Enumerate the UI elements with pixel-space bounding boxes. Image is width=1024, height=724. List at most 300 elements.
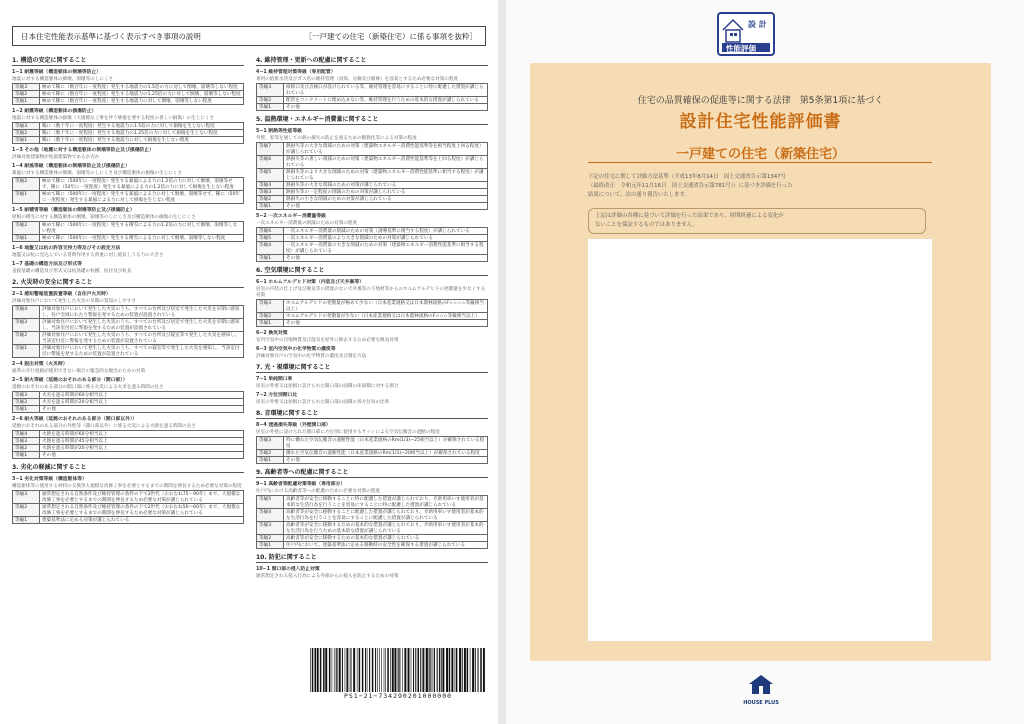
- logo-caption-bottom: 性能評価: [726, 44, 756, 53]
- barcode-bar: [353, 648, 355, 692]
- grade-row: [257, 143, 488, 156]
- barcode-bar: [404, 648, 406, 692]
- barcode-bar: [467, 648, 469, 692]
- barcode-bar: [472, 648, 474, 692]
- grade-table: [256, 83, 488, 111]
- barcode-bar: [411, 648, 412, 692]
- grade-table: [12, 221, 244, 242]
- grade-row: [13, 191, 244, 204]
- item-label: 6−2 換気対策: [256, 331, 288, 336]
- item-label: 1−1 耐震等級（構造躯体の倒壊等防止）: [12, 70, 102, 75]
- item-label: 7−1 単純開口率: [256, 377, 293, 382]
- grade-description: 一次エネルギー消費量の削減のための対策（誘導基準に相当する程度）が講じられている: [284, 228, 488, 235]
- grade-row: [13, 235, 244, 242]
- grade-description: 火熱を遮る時間が45分相当以上: [40, 438, 244, 445]
- body-line: （最終改正 令和元年11月16日 国土交通省告示第781号））に基づき評価を行った: [588, 183, 793, 189]
- grade-row: [13, 445, 244, 452]
- grade-level: 等級3: [257, 189, 284, 196]
- grade-row: [13, 517, 244, 524]
- grade-row: [13, 137, 244, 144]
- grade-row: [257, 450, 488, 457]
- section-heading: 7. 光・視環境に関すること: [256, 362, 488, 373]
- grade-level: 等級1: [13, 517, 40, 524]
- item-label: 4−1 維持管理対策等級（専用配管）: [256, 70, 336, 75]
- grade-level: 等級3: [13, 123, 40, 130]
- certificate-body: [588, 173, 932, 200]
- body-line: 下記の住宅に関して評価方法基準（平成13年8月14日 国土交通省告示第1347号: [588, 174, 786, 180]
- grade-level: 等級3: [13, 438, 40, 445]
- grade-description: 配管をコンクリートに埋め込まない等、維持管理を行うための基本的な措置が講じられている: [284, 97, 488, 104]
- grade-description: 熱損失等のより大きな削減のための対策（建築物エネルギー消費性能基準に相当する程度）が講じられている: [284, 169, 488, 182]
- grade-row: [13, 178, 244, 191]
- section-heading: 9. 高齢者等への配慮に関すること: [256, 467, 488, 478]
- barcode-bar: [339, 648, 341, 692]
- grade-level: 等級1: [257, 255, 284, 262]
- grade-description: 評価対象住戸において発生した火災のうち、すべての寝室等で発生した火災を感知し、当該室付近に警報を発するための装置が設置されている: [40, 345, 244, 358]
- item-description: 一次エネルギー消費量の削減のための対策の程度: [256, 221, 358, 226]
- grade-level: 等級2: [13, 130, 40, 137]
- grade-description: その他: [284, 104, 488, 111]
- barcode-bar: [470, 648, 471, 692]
- grade-level: 等級2: [13, 445, 40, 452]
- header-title: 日本住宅性能表示基準に基づく表示すべき事項の説明: [21, 32, 201, 41]
- grade-row: [257, 522, 488, 535]
- barcode-bar: [332, 648, 333, 692]
- grade-row: [13, 332, 244, 345]
- section-heading: 1. 構造の安定に関すること: [12, 55, 244, 66]
- grade-row: [257, 84, 488, 97]
- barcode-bar: [415, 648, 416, 692]
- item-label: 2−5 耐火等級（延焼のおそれのある部分（開口部））: [12, 378, 128, 383]
- barcode-bar: [449, 648, 451, 692]
- grade-level: 等級3: [13, 491, 40, 504]
- grade-level: 等級2: [257, 450, 284, 457]
- grade-row: [13, 431, 244, 438]
- grade-row: [257, 242, 488, 255]
- certificate-subtitle: 住宅の品質確保の促進等に関する法律 第5条第1項に基づく: [637, 96, 884, 106]
- barcode-bar: [350, 648, 351, 692]
- barcode-bar: [392, 648, 394, 692]
- header-scope: ［一戸建ての住宅（新築住宅）に係る事項を抜粋］: [304, 32, 477, 41]
- grade-description: 高齢者等が安全に移動するための基本的な措置が講じられている: [284, 535, 488, 542]
- barcode-bar: [459, 648, 461, 692]
- grade-row: [257, 300, 488, 313]
- item-label: 6−3 室内空気中の化学物質の濃度等: [256, 347, 336, 352]
- grade-row: [257, 320, 488, 327]
- section-heading: 2. 火災時の安全に関すること: [12, 277, 244, 288]
- barcode-bar: [429, 648, 430, 692]
- left-column-b: [256, 52, 488, 672]
- grade-level: 等級4: [257, 242, 284, 255]
- barcode-bar: [398, 648, 399, 692]
- grade-table: [256, 436, 488, 464]
- grade-table: [12, 177, 244, 204]
- section-heading: 3. 劣化の軽減に関すること: [12, 462, 244, 473]
- barcode-bar: [413, 648, 414, 692]
- grade-description: 極めて稀に（数百年に一度程度）発生する地震力の1.25倍の力に対して倒壊、崩壊等しない程度: [40, 91, 244, 98]
- item-label: 2−6 耐火等級（延焼のおそれのある部分（開口部以外））: [12, 417, 138, 422]
- grade-level: 等級1: [13, 137, 40, 144]
- blank-content-area: [588, 239, 932, 641]
- grade-row: [13, 222, 244, 235]
- grade-table: [12, 122, 244, 144]
- item-description: 地震に対する構造躯体の倒壊、崩壊等のしにくさ: [12, 77, 114, 82]
- grade-table: [12, 430, 244, 459]
- grade-row: [257, 496, 488, 509]
- barcode-bar: [359, 648, 361, 692]
- grade-level: 等級2: [257, 97, 284, 104]
- barcode-bar: [439, 648, 440, 692]
- grade-row: [13, 84, 244, 91]
- grade-level: 等級2: [257, 313, 284, 320]
- grade-description: 評価対象住戸において発生した火災のうち、すべての台所及び居室で発生した火災を早期に感知し、住戸全域にわたり警報を発するための装置が設置されている: [40, 306, 244, 319]
- grade-level: 等級1: [13, 345, 40, 358]
- grade-table: [12, 391, 244, 413]
- grade-description: 稀に（数十年に一度程度）発生する地震力の1.25倍の力に対して損傷を生じない程度: [40, 130, 244, 137]
- grade-row: [257, 196, 488, 203]
- item-description: 室内空気中の汚染物質及び湿気を屋外に除去するため必要な換気対策: [256, 338, 399, 343]
- grade-row: [257, 169, 488, 182]
- item-label: 5−1 断熱等性能等級: [256, 129, 302, 134]
- section-heading: 10. 防犯に関すること: [256, 552, 488, 563]
- item-label: 1−5 耐積雪等級（構造躯体の倒壊等防止及び損傷防止）: [12, 208, 135, 213]
- barcode-bar: [320, 648, 322, 692]
- grade-level: 等級5: [257, 496, 284, 509]
- item-label: 1−4 耐風等級（構造躯体の倒壊等防止及び損傷防止）: [12, 164, 130, 169]
- section-heading: 4. 維持管理・更新への配慮に関すること: [256, 55, 488, 66]
- grade-row: [257, 437, 488, 450]
- left-page-header: [12, 26, 486, 46]
- barcode-bar: [408, 648, 410, 692]
- grade-row: [13, 406, 244, 413]
- barcode-bar: [456, 648, 458, 692]
- grade-description: 極めて稀に（数百年に一度程度）発生する地震力の1.5倍の力に対して倒壊、崩壊等しない程度: [40, 84, 244, 91]
- barcode-bar: [434, 648, 435, 692]
- barcode-bar: [426, 648, 428, 692]
- item-label: 9−1 高齢者等配慮対策等級（専用部分）: [256, 482, 346, 487]
- grade-level: 等級3: [13, 319, 40, 332]
- grade-description: 評価対象住戸において発生した火災のうち、すべての台所及び寝室等で発生した火災を感知し、当該室付近に警報を発するための装置が設置されている: [40, 332, 244, 345]
- grade-table: [12, 83, 244, 105]
- barcode-bar: [433, 648, 434, 692]
- section-heading: 8. 音環境に関すること: [256, 408, 488, 419]
- grade-description: 極めて稀に（500年に一度程度）発生する暴風による力の1.2倍の力に対して倒壊、崩壊等せず、稀に（50年に一度程度）発生する暴風による力の1.2倍の力に対して損傷を生じない程度: [40, 178, 244, 191]
- grade-description: 住戸内において、建築基準法に定める移動時の安全性を確保する措置が講じられている: [284, 542, 488, 549]
- grade-level: 等級1: [13, 452, 40, 459]
- grade-level: 等級4: [13, 431, 40, 438]
- grade-level: 等級1: [257, 320, 284, 327]
- grade-row: [257, 535, 488, 542]
- barcode-number: PS1−21−734290201000000: [343, 692, 453, 700]
- barcode-bar: [425, 648, 426, 692]
- barcode-bar: [310, 648, 311, 692]
- item-description: 構造躯体等に使用する材料の交換等大規模な改修工事を必要とするまでの期間を伸長するため必要な対策の程度: [12, 484, 242, 489]
- barcode-bar: [387, 648, 389, 692]
- grade-level: 等級1: [257, 542, 284, 549]
- grade-level: 等級2: [13, 91, 40, 98]
- item-description: 延焼のおそれのある部分の外壁等（開口部以外）に係る火災による火熱を遮る時間の長さ: [12, 424, 196, 429]
- grade-row: [257, 182, 488, 189]
- item-label: 1−3 その他（地震に対する構造躯体の倒壊等防止及び損傷防止）: [12, 148, 154, 153]
- item-label: 8−4 透過損失等級（外壁開口部）: [256, 423, 331, 428]
- item-description: 地盤又は杭に見込んでいる常時作用する荷重に対し抵抗しうる力の大きさ: [12, 253, 164, 258]
- grade-description: ホルムアルデヒドの発散量が極めて少ない（日本産業規格又は日本農林規格のF☆☆☆☆等級相当以上）: [284, 300, 488, 313]
- grade-level: 等級6: [257, 156, 284, 169]
- grade-row: [13, 91, 244, 98]
- grade-level: 等級2: [257, 535, 284, 542]
- barcode-bar: [381, 648, 382, 692]
- grade-description: 熱損失等の大きな削減のための対策が講じられている: [284, 182, 488, 189]
- grade-description: 火熱を遮る時間が20分相当以上: [40, 445, 244, 452]
- barcode-bar: [336, 648, 337, 692]
- barcode-bar: [317, 648, 319, 692]
- grade-level: 等級3: [257, 84, 284, 97]
- grade-row: [13, 306, 244, 319]
- item-description: 暴風に対する構造躯体の倒壊、崩壊等のしにくさ及び構造躯体の損傷の生じにくさ: [12, 171, 182, 176]
- barcode-bar: [446, 648, 448, 692]
- grade-level: 等級3: [257, 300, 284, 313]
- grade-level: 等級2: [13, 504, 40, 517]
- item-description: 居室の内装の仕上げ及び換気等の措置のない天井裏等の下地材等からのホルムアルデヒドの発散量を少なくする対策: [256, 287, 486, 298]
- grade-row: [257, 313, 488, 320]
- grade-row: [257, 255, 488, 262]
- item-description: 通常想定される侵入行為による外部からの侵入を防止するための対策: [256, 574, 399, 579]
- grade-row: [257, 189, 488, 196]
- barcode-bar: [478, 648, 479, 692]
- item-description: 評価対象住戸において発生した火災の早期の覚知のしやすさ: [12, 299, 137, 304]
- grade-row: [257, 104, 488, 111]
- grade-table: [256, 227, 488, 262]
- grade-table: [256, 495, 488, 549]
- barcode-bar: [372, 648, 374, 692]
- barcode: [308, 648, 488, 692]
- note-line: ないことを保証するものではありません。: [595, 222, 698, 228]
- grade-level: 等級3: [257, 437, 284, 450]
- grade-level: 等級3: [13, 84, 40, 91]
- barcode-bar: [451, 648, 453, 692]
- barcode-bar: [464, 648, 466, 692]
- grade-description: その他: [40, 406, 244, 413]
- grade-row: [257, 542, 488, 549]
- item-description: 住戸内における高齢者等への配慮のために必要な対策の程度: [256, 489, 381, 494]
- grade-description: 熱損失の小さな削減のための対策が講じられている: [284, 196, 488, 203]
- barcode-bar: [312, 648, 314, 692]
- grade-level: 等級1: [13, 98, 40, 105]
- barcode-bar: [342, 648, 343, 692]
- grade-description: 高齢者等が安全に移動することに配慮した措置が講じられており、介助用車いす使用者が基本的な生活行為を行うことを容易にすることに配慮した措置が講じられている: [284, 509, 488, 522]
- grade-level: 等級2: [13, 332, 40, 345]
- barcode-bar: [345, 648, 346, 692]
- divider: [588, 162, 932, 163]
- grade-level: 等級2: [13, 222, 40, 235]
- certificate-title: 設計住宅性能評価書: [679, 112, 842, 132]
- grade-row: [257, 457, 488, 464]
- item-description: 専用の給排水管及びガス管の維持管理（清掃、点検及び補修）を容易とするため必要な対策の程度: [256, 77, 459, 82]
- grade-description: 熱損失等の一定程度の削減のための対策が講じられている: [284, 189, 488, 196]
- grade-description: 高齢者等が安全に移動することに特に配慮した措置が講じられており、介助用車いす使用者が基本的な生活行為を行うことを容易にすることに特に配慮した措置が講じられている: [284, 496, 488, 509]
- barcode-bar: [399, 648, 400, 692]
- grade-row: [13, 123, 244, 130]
- item-description: 居室の外壁又は屋根に設けられた開口部の面積の各方位毎の比率: [256, 400, 390, 405]
- grade-level: 等級3: [257, 522, 284, 535]
- barcode-bar: [430, 648, 431, 692]
- item-description: 屋根の積雪に対する構造躯体の倒壊、崩壊等のしにくさ及び構造躯体の損傷の生じにくさ: [12, 215, 196, 220]
- grade-row: [13, 98, 244, 105]
- grade-description: その他: [284, 255, 488, 262]
- grade-level: 等級5: [257, 235, 284, 242]
- house-plus-logo: [738, 673, 784, 706]
- barcode-bar: [377, 648, 378, 692]
- grade-description: 極めて稀に（500年に一度程度）発生する積雪による力の1.2倍の力に対して倒壊、崩壊等しない程度: [40, 222, 244, 235]
- barcode-bar: [329, 648, 331, 692]
- grade-description: 高齢者等が安全に移動するための基本的な措置が講じられており、介助用車いす使用者が基本的な生活行為を行うための基本的な措置が講じられている: [284, 522, 488, 535]
- barcode-bar: [346, 648, 348, 692]
- barcode-bar: [420, 648, 421, 692]
- barcode-bar: [480, 648, 482, 692]
- barcode-bar: [402, 648, 403, 692]
- grade-level: 等級2: [13, 178, 40, 191]
- grade-description: 一次エネルギー消費量のより大きな削減のための対策が講じられている: [284, 235, 488, 242]
- grade-table: [256, 142, 488, 210]
- grade-description: 一次エネルギー消費量の大きな削減のための対策（建築物エネルギー消費性能基準に相当する程度）が講じられている: [284, 242, 488, 255]
- item-label: 2−4 脱出対策（火災時）: [12, 362, 68, 367]
- house-plus-icon: [747, 673, 775, 695]
- disclaimer-note: [588, 208, 926, 234]
- grade-level: 等級4: [257, 509, 284, 522]
- grade-row: [13, 319, 244, 332]
- section-heading: 6. 空気環境に関すること: [256, 265, 488, 276]
- grade-row: [13, 399, 244, 406]
- barcode-bar: [362, 648, 364, 692]
- barcode-bar: [357, 648, 358, 692]
- barcode-bar: [369, 648, 370, 692]
- grade-description: その他: [284, 203, 488, 210]
- grade-description: 稀に（数十年に一度程度）発生する地震力に対して損傷を生じない程度: [40, 137, 244, 144]
- barcode-bar: [455, 648, 456, 692]
- grade-level: 等級1: [13, 406, 40, 413]
- barcode-bar: [418, 648, 420, 692]
- grade-row: [13, 130, 244, 137]
- grade-row: [257, 235, 488, 242]
- grade-row: [257, 203, 488, 210]
- grade-level: 等級7: [257, 143, 284, 156]
- item-description: 評価対象建築物が免震建築物であるか否か: [12, 155, 100, 160]
- item-description: 通常の歩行経路が使用できない場合の緊急的な脱出のための対策: [12, 369, 146, 374]
- grade-description: 極めて稀に（500年に一度程度）発生する積雪による力に対して倒壊、崩壊等しない程度: [40, 235, 244, 242]
- grade-description: 稀に（数十年に一度程度）発生する地震力の1.5倍の力に対して損傷を生じない程度: [40, 123, 244, 130]
- item-label: 3−1 劣化対策等級（構造躯体等）: [12, 477, 87, 482]
- item-description: 居室の外壁に設けられた開口部に方位別に使用するサッシによる空気伝搬音の遮断の程度: [256, 430, 440, 435]
- barcode-bar: [315, 648, 317, 692]
- certificate-panel: [530, 63, 991, 661]
- barcode-bar: [325, 648, 327, 692]
- barcode-bar: [483, 648, 485, 692]
- item-description: 評価対象住戸の空気中の化学物質の濃度及び測定方法: [256, 354, 367, 359]
- barcode-bar: [367, 648, 368, 692]
- brand-name: HOUSE PLUS: [743, 700, 779, 706]
- grade-row: [13, 392, 244, 399]
- item-label: 1−2 耐震等級（構造躯体の損傷防止）: [12, 109, 97, 114]
- grade-description: その他: [284, 457, 488, 464]
- barcode-bar: [334, 648, 335, 692]
- barcode-bar: [475, 648, 476, 692]
- grade-description: 通常想定される自然条件及び維持管理の条件の下で3世代（おおむね75〜90年）まで、大規模な改修工事を必要とするまでの期間を伸長するため必要な対策が講じられている: [40, 491, 244, 504]
- logo-caption-top: 設 計: [748, 20, 767, 29]
- left-column-a: [12, 52, 244, 672]
- barcode-bar: [442, 648, 444, 692]
- barcode-bar: [462, 648, 463, 692]
- grade-level: 等級3: [13, 392, 40, 399]
- grade-description: 火炎を遮る時間が60分相当以上: [40, 392, 244, 399]
- item-label: 7−2 方位別開口比: [256, 393, 298, 398]
- grade-level: 等級4: [257, 182, 284, 189]
- grade-level: 等級5: [257, 169, 284, 182]
- grade-description: その他: [40, 452, 244, 459]
- grade-description: 熱損失等の大きな削減のための対策（建築物エネルギー消費性能基準等を相当程度上回る程度）が講じられている: [284, 143, 488, 156]
- item-description: 地震に対する構造躯体の損傷（大規模な工事を伴う修復を要する程度の著しい損傷）の生じにくさ: [12, 116, 215, 121]
- grade-description: 特に優れた空気伝搬音の遮断性能（日本産業規格のRm(1/3)−25相当以上）が確保されている程度: [284, 437, 488, 450]
- design-performance-logo: [717, 12, 775, 56]
- item-description: 延焼のおそれのある部分の開口部に係る火災による火炎を遮る時間の長さ: [12, 385, 164, 390]
- barcode-bar: [437, 648, 438, 692]
- grade-row: [257, 97, 488, 104]
- grade-level: 等級1: [257, 203, 284, 210]
- grade-description: 火熱を遮る時間が60分相当以上: [40, 431, 244, 438]
- grade-description: 評価対象住戸において発生した火災のうち、すべての台所及び居室で発生した火災を早期に感知し、当該室付近に警報を発するための装置が設置されている: [40, 319, 244, 332]
- barcode-bar: [337, 648, 338, 692]
- grade-row: [257, 156, 488, 169]
- grade-row: [13, 491, 244, 504]
- grade-row: [13, 504, 244, 517]
- grade-description: ホルムアルデヒドの発散量が少ない（日本産業規格又は日本農林規格のF☆☆☆等級相当以上）: [284, 313, 488, 320]
- grade-description: 熱損失等の著しい削減のための対策（建築物エネルギー消費性能基準等を上回る程度）が講じられている: [284, 156, 488, 169]
- barcode-bar: [349, 648, 350, 692]
- grade-level: 等級4: [13, 306, 40, 319]
- grade-level: 等級2: [257, 196, 284, 203]
- grade-level: 等級1: [257, 104, 284, 111]
- grade-description: 掃除口及び点検口が設けられている等、維持管理を容易にすることに特に配慮した措置が講じられている: [284, 84, 488, 97]
- item-label: 6−1 ホルムアルデヒド対策（内装及び天井裏等）: [256, 280, 364, 285]
- barcode-bar: [394, 648, 396, 692]
- grade-row: [257, 228, 488, 235]
- grade-description: その他: [284, 320, 488, 327]
- barcode-bar: [375, 648, 376, 692]
- item-description: 外壁、窓等を通しての熱の損失の防止を図るための断熱化等による対策の程度: [256, 136, 417, 141]
- item-label: 1−6 地盤又は杭の許容支持力等及びその設定方法: [12, 246, 121, 251]
- grade-table: [12, 305, 244, 358]
- grade-level: 等級2: [13, 399, 40, 406]
- item-description: 直接基礎の構造及び形式又は杭基礎の杭種、杭径及び杭長: [12, 269, 132, 274]
- body-line: 結果について、次の通り報告いたします。: [588, 192, 690, 198]
- section-heading: 5. 温熱環境・エネルギー消費量に関すること: [256, 114, 488, 125]
- left-page: [0, 0, 498, 724]
- barcode-bar: [390, 648, 391, 692]
- barcode-bar: [323, 648, 325, 692]
- item-description: 居室の外壁又は屋根に設けられた開口部の面積の床面積に対する割合: [256, 384, 399, 389]
- grade-table: [256, 299, 488, 327]
- barcode-bar: [384, 648, 385, 692]
- barcode-bar: [422, 648, 424, 692]
- grade-table: [12, 490, 244, 524]
- grade-description: 極めて稀に（数百年に一度程度）発生する地震力に対して倒壊、崩壊等しない程度: [40, 98, 244, 105]
- grade-description: 通常想定される自然条件及び維持管理の条件の下で2世代（おおむね50〜60年）まで、大規模な改修工事を必要とするまでの期間を伸長するため必要な対策が講じられている: [40, 504, 244, 517]
- grade-row: [257, 509, 488, 522]
- item-label: 2−1 感知警報装置設置等級（自住戸火災時）: [12, 292, 111, 297]
- barcode-bar: [385, 648, 386, 692]
- grade-description: 建築基準法に定める対策が講じられている: [40, 517, 244, 524]
- grade-level: 等級6: [257, 228, 284, 235]
- grade-description: 優れた空気伝搬音の遮断性能（日本産業規格のRm(1/3)−20相当以上）が確保されている程度: [284, 450, 488, 457]
